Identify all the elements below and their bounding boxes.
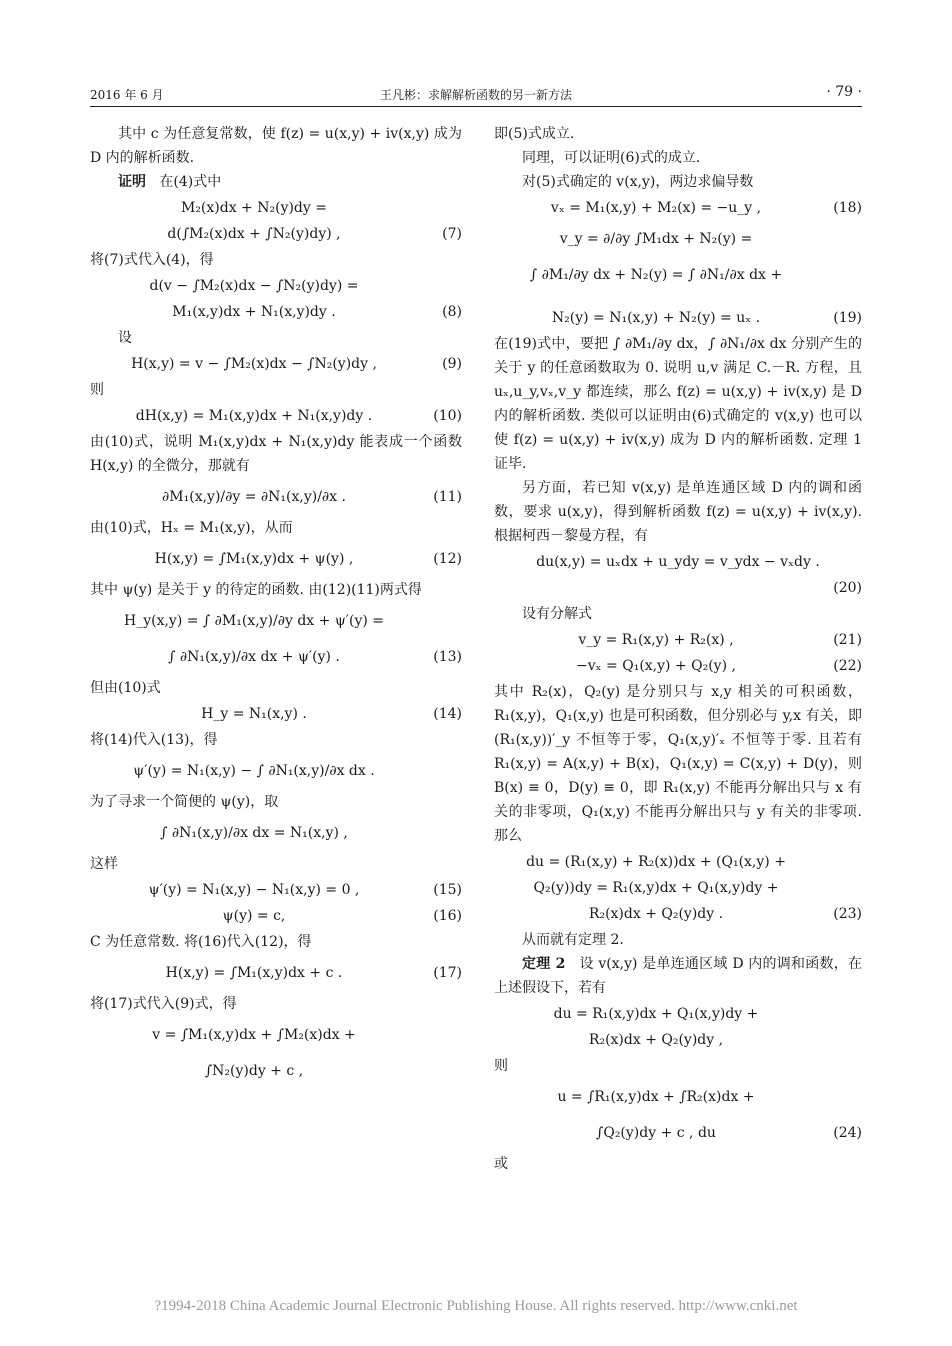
issue-date: 2016 年 6 月 bbox=[90, 88, 164, 102]
equation-text: dH(x,y) = M₁(x,y)dx + N₁(x,y)dy . bbox=[135, 408, 373, 424]
proof-label: 证明 bbox=[118, 174, 146, 190]
paragraph: 将(7)式代入(4)，得 bbox=[90, 252, 214, 268]
header-rule bbox=[90, 106, 862, 107]
equation-text: v_y = ∂/∂y ∫M₁dx + N₂(y) = bbox=[559, 231, 753, 247]
equation-text: M₁(x,y)dx + N₁(x,y)dy . bbox=[172, 304, 336, 320]
equation-11 bbox=[90, 480, 462, 514]
equation bbox=[90, 1054, 462, 1088]
equation-16 bbox=[90, 904, 462, 928]
equation-text: d(∫M₂(x)dx + ∫N₂(y)dy) , bbox=[167, 226, 341, 242]
paragraph: 从而就有定理 2. bbox=[522, 932, 624, 948]
copyright-footer: ?1994-2018 China Academic Journal Electronic Publishing House. All rights reserved. http://www.cnki.net bbox=[154, 1298, 798, 1314]
paragraph: 对(5)式确定的 v(x,y)，两边求偏导数 bbox=[522, 174, 754, 190]
paragraph: 即(5)式成立. bbox=[494, 126, 575, 142]
equation-7 bbox=[90, 222, 462, 246]
equation-number: (13) bbox=[433, 649, 462, 665]
equation-text: R₂(x)dx + Q₂(y)dy . bbox=[588, 906, 724, 922]
equation-24 bbox=[494, 1116, 862, 1150]
equation-number: (11) bbox=[433, 489, 462, 505]
equation-21 bbox=[494, 628, 862, 652]
equation-text: ∂M₁(x,y)/∂y = ∂N₁(x,y)/∂x . bbox=[162, 489, 346, 505]
paragraph: 则 bbox=[494, 1058, 508, 1074]
paragraph: 则 bbox=[90, 382, 104, 398]
paragraph: 或 bbox=[494, 1156, 508, 1172]
equation-text: −vₓ = Q₁(x,y) + Q₂(y) , bbox=[576, 658, 736, 674]
equation-text: d(v − ∫M₂(x)dx − ∫N₂(y)dy) = bbox=[149, 278, 359, 294]
equation-text: ∫N₂(y)dy + c , bbox=[204, 1063, 304, 1079]
paragraph: 这样 bbox=[90, 856, 118, 872]
theorem-label: 定理 2 bbox=[522, 956, 566, 972]
equation-text: N₂(y) = N₁(x,y) + N₂(y) = uₓ . bbox=[551, 310, 761, 326]
equation-number: (8) bbox=[442, 304, 462, 320]
equation-text: v_y = R₁(x,y) + R₂(x) , bbox=[578, 632, 734, 648]
paragraph: C 为任意常数. 将(16)代入(12)，得 bbox=[90, 934, 312, 950]
equation-number: (23) bbox=[833, 906, 862, 922]
equation-text: ∫Q₂(y)dy + c , du bbox=[596, 1125, 716, 1141]
equation-text: R₂(x)dx + Q₂(y)dy , bbox=[588, 1032, 724, 1048]
equation-text: H_y = N₁(x,y) . bbox=[201, 706, 307, 722]
equation-text: ψ(y) = c, bbox=[222, 908, 286, 924]
equation bbox=[90, 816, 462, 850]
equation-number: (19) bbox=[833, 310, 862, 326]
equation-14 bbox=[90, 702, 462, 726]
equation-10 bbox=[90, 404, 462, 428]
equation-text: H_y(x,y) = ∫ ∂M₁(x,y)/∂y dx + ψ′(y) = bbox=[123, 613, 384, 629]
paragraph: 其中 c 为任意复常数，使 f(z) = u(x,y) + iv(x,y) 成为 D 内的解析函数. bbox=[90, 126, 462, 166]
right-column bbox=[494, 122, 862, 1176]
equation-text: du = (R₁(x,y) + R₂(x))dx + (Q₁(x,y) + bbox=[526, 854, 786, 870]
equation-number: (18) bbox=[833, 200, 862, 216]
equation bbox=[494, 222, 862, 256]
equation-text: ψ′(y) = N₁(x,y) − ∫ ∂N₁(x,y)/∂x dx . bbox=[133, 763, 375, 779]
equation-9 bbox=[90, 352, 462, 376]
equation-12 bbox=[90, 542, 462, 576]
paragraph: 同理，可以证明(6)式的成立. bbox=[522, 150, 701, 166]
paragraph: 但由(10)式 bbox=[90, 680, 161, 696]
equation-number: (12) bbox=[433, 551, 462, 567]
paragraph: 将(17)式代入(9)式，得 bbox=[90, 996, 237, 1012]
equation-number: (15) bbox=[433, 882, 462, 898]
equation-17 bbox=[90, 956, 462, 990]
equation-text: vₓ = M₁(x,y) + M₂(x) = −u_y , bbox=[550, 200, 762, 216]
equation-text: ∫ ∂M₁/∂y dx + N₂(y) = ∫ ∂N₁/∂x dx + bbox=[529, 267, 783, 283]
paragraph: 在(19)式中，要把 ∫ ∂M₁/∂y dx，∫ ∂N₁/∂x dx 分别产生的关于 y 的任意函数取为 0. 说明 u,v 满足 C.－R. 方程，且 uₓ,u_y,vₓ,v_y 都连续，那么 f(z) = u(x,y) + iv(x,y) 是 D 内的解析函数. 类似可以证明由(6)式确定的 v(x,y) 也可以使 f(z) = u(x,y) + iv(x,y) 成为 D 内的解析函数. 定理 1 证毕. bbox=[494, 336, 862, 472]
paragraph: 将(14)代入(13)，得 bbox=[90, 732, 218, 748]
equation-number: (17) bbox=[433, 965, 462, 981]
equation-text: v = ∫M₁(x,y)dx + ∫M₂(x)dx + bbox=[152, 1027, 356, 1043]
equation-18 bbox=[494, 196, 862, 220]
left-column bbox=[90, 122, 462, 1090]
paragraph: 设 bbox=[118, 330, 132, 346]
equation-text: du(x,y) = uₓdx + u_ydy = v_ydx − vₓdy . bbox=[536, 554, 820, 570]
equation-text: ψ′(y) = N₁(x,y) − N₁(x,y) = 0 , bbox=[148, 882, 360, 898]
equation-number: (24) bbox=[833, 1125, 862, 1141]
equation-13 bbox=[90, 640, 462, 674]
equation bbox=[90, 754, 462, 788]
running-header bbox=[90, 86, 862, 108]
equation-text: Q₂(y))dy = R₁(x,y)dx + Q₁(x,y)dy + bbox=[533, 880, 779, 896]
equation-text: H(x,y) = ∫M₁(x,y)dx + c . bbox=[165, 965, 343, 981]
page-number: · 79 · bbox=[826, 84, 862, 100]
paragraph: 为了寻求一个简便的 ψ(y)，取 bbox=[90, 794, 279, 810]
equation-20 bbox=[494, 576, 862, 600]
proof-text: 在(4)式中 bbox=[159, 174, 222, 190]
equation bbox=[494, 876, 862, 900]
equation-23 bbox=[494, 902, 862, 926]
equation-number: (9) bbox=[442, 356, 462, 372]
equation-text: u = ∫R₁(x,y)dx + ∫R₂(x)dx + bbox=[557, 1089, 755, 1105]
equation-number: (22) bbox=[833, 658, 862, 674]
paragraph: 由(10)式，说明 M₁(x,y)dx + N₁(x,y)dy 能表成一个函数 H(x,y) 的全微分，那就有 bbox=[90, 434, 462, 474]
equation-number: (21) bbox=[833, 632, 862, 648]
equation-text: H(x,y) = ∫M₁(x,y)dx + ψ(y) , bbox=[154, 551, 354, 567]
equation bbox=[494, 1002, 862, 1026]
equation bbox=[494, 258, 862, 292]
equation bbox=[494, 550, 862, 574]
equation-number: (20) bbox=[833, 580, 862, 596]
equation-number: (7) bbox=[442, 226, 462, 242]
equation-text: M₂(x)dx + N₂(y)dy = bbox=[180, 200, 327, 216]
equation-19 bbox=[494, 306, 862, 330]
equation-22 bbox=[494, 654, 862, 678]
equation bbox=[90, 1018, 462, 1052]
running-title: 王凡彬：求解解析函数的另一新方法 bbox=[379, 88, 572, 102]
equation bbox=[494, 850, 862, 874]
paragraph: 设有分解式 bbox=[522, 606, 592, 622]
equation-text: ∫ ∂N₁(x,y)/∂x dx = N₁(x,y) , bbox=[160, 825, 348, 841]
proof-heading bbox=[90, 170, 462, 194]
equation-number: (10) bbox=[433, 408, 462, 424]
theorem-text: 设 v(x,y) 是单连通区域 D 内的调和函数，在上述假设下，若有 bbox=[494, 956, 862, 996]
equation bbox=[90, 274, 462, 298]
equation-number: (14) bbox=[433, 706, 462, 722]
paragraph: 由(10)式，Hₓ = M₁(x,y)，从而 bbox=[90, 520, 293, 536]
theorem-2 bbox=[494, 952, 862, 1000]
equation bbox=[494, 1028, 862, 1052]
paragraph: 其中 ψ(y) 是关于 y 的待定的函数. 由(12)(11)两式得 bbox=[90, 582, 422, 598]
equation-number: (16) bbox=[433, 908, 462, 924]
equation bbox=[90, 196, 462, 220]
equation-text: ∫ ∂N₁(x,y)/∂x dx + ψ′(y) . bbox=[168, 649, 340, 665]
equation bbox=[494, 1080, 862, 1114]
paragraph: 其中 R₂(x)，Q₂(y) 是分别只与 x,y 相关的可积函数，R₁(x,y)，Q₁(x,y) 也是可积函数，但分别必与 y,x 有关，即 (R₁(x,y))′_y 不恒等于零，Q₁(x,y)′ₓ 不恒等于零. 且若有 R₁(x,y) = A(x,y) + B(x)，Q₁(x,y) = C(x,y) + D(y)，则 B(x) ≡ 0，D(y) ≡ 0，即 R₁(x,y) 不能再分解出只与 x 有关的非零项，Q₁(x,y) 不能再分解出只与 y 有关的非零项. 那么 bbox=[494, 684, 862, 844]
equation-text: du = R₁(x,y)dx + Q₁(x,y)dy + bbox=[553, 1006, 759, 1022]
equation bbox=[90, 604, 462, 638]
equation-text: H(x,y) = v − ∫M₂(x)dx − ∫N₂(y)dy , bbox=[131, 356, 377, 372]
paragraph: 另方面，若已知 v(x,y) 是单连通区域 D 内的调和函数，要求 u(x,y)，得到解析函数 f(z) = u(x,y) + iv(x,y). 根据柯西－黎曼方程，有 bbox=[494, 480, 862, 544]
equation-15 bbox=[90, 878, 462, 902]
equation-8 bbox=[90, 300, 462, 324]
